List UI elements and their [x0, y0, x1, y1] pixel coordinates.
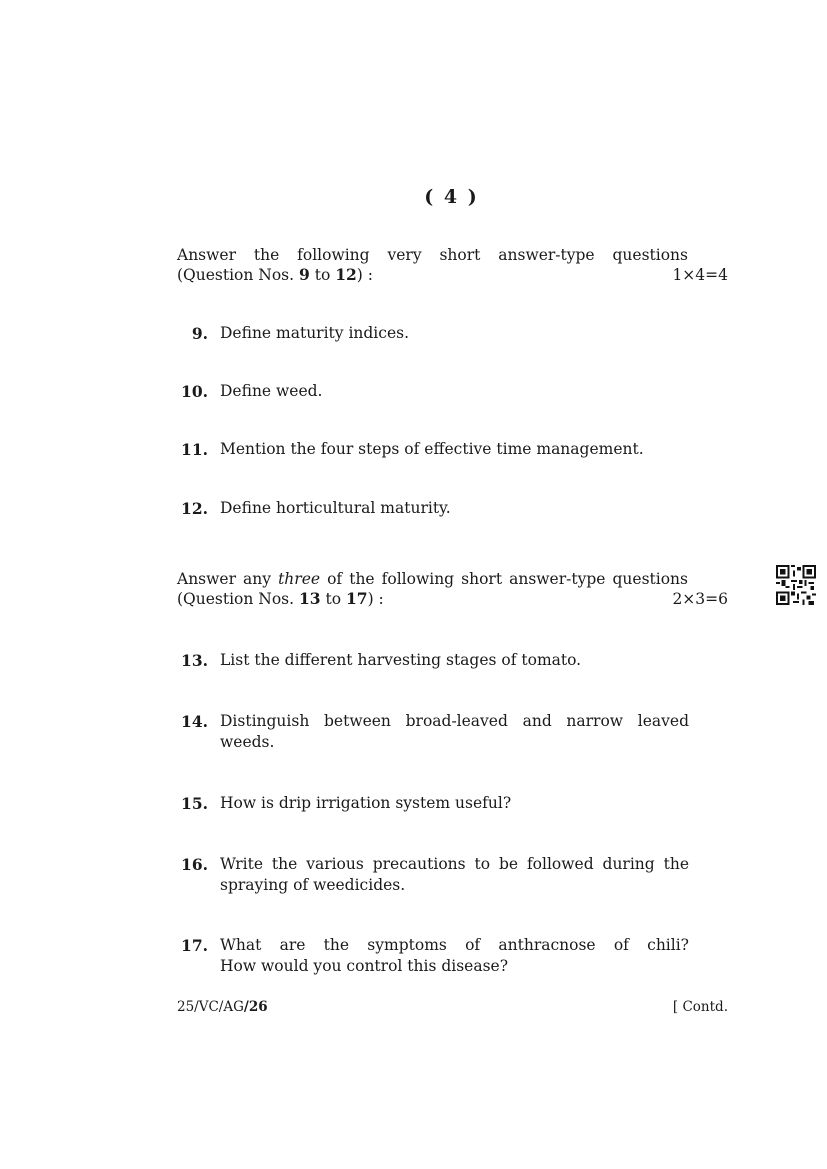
paper-code: 25/VC/AG/26: [177, 999, 268, 1015]
question-16: 16. Write the various precautions to be followed during the spraying of weedicides.: [181, 855, 689, 894]
section-1-line-2: (Question Nos. 9 to 12) : 1×4=4: [177, 265, 728, 284]
qr-code: [776, 565, 816, 605]
question-11: 11. Mention the four steps of effective time management.: [181, 440, 644, 459]
section-1-line-1: Answer the following very short answer-type questions: [177, 246, 688, 264]
section-2-marks: 2×3=6: [672, 590, 728, 608]
question-12: 12. Define horticultural maturity.: [181, 499, 451, 518]
continued-note: [ Contd.: [672, 999, 728, 1015]
section-2-line-1: Answer any three of the following short answer-type questions: [177, 570, 688, 588]
page-number: ( 4 ): [424, 186, 479, 208]
section-1-marks: 1×4=4: [672, 266, 728, 284]
section-2-instruction: [177, 569, 728, 609]
question-14: 14. Distinguish between broad-leaved and narrow leaved weeds.: [181, 712, 689, 751]
section-2-line-2: (Question Nos. 13 to 17) : 2×3=6: [177, 589, 728, 608]
question-17: 17. What are the symptoms of anthracnose of chili? How would you control this disease?: [181, 936, 689, 975]
question-15: 15. How is drip irrigation system useful?: [181, 794, 512, 813]
question-10: 10. Define weed.: [181, 382, 323, 401]
page-footer: [177, 999, 728, 1015]
section-1-instruction: [177, 245, 728, 285]
question-13: 13. List the different harvesting stages of tomato.: [181, 651, 582, 670]
question-9: 9. Define maturity indices.: [191, 324, 410, 343]
